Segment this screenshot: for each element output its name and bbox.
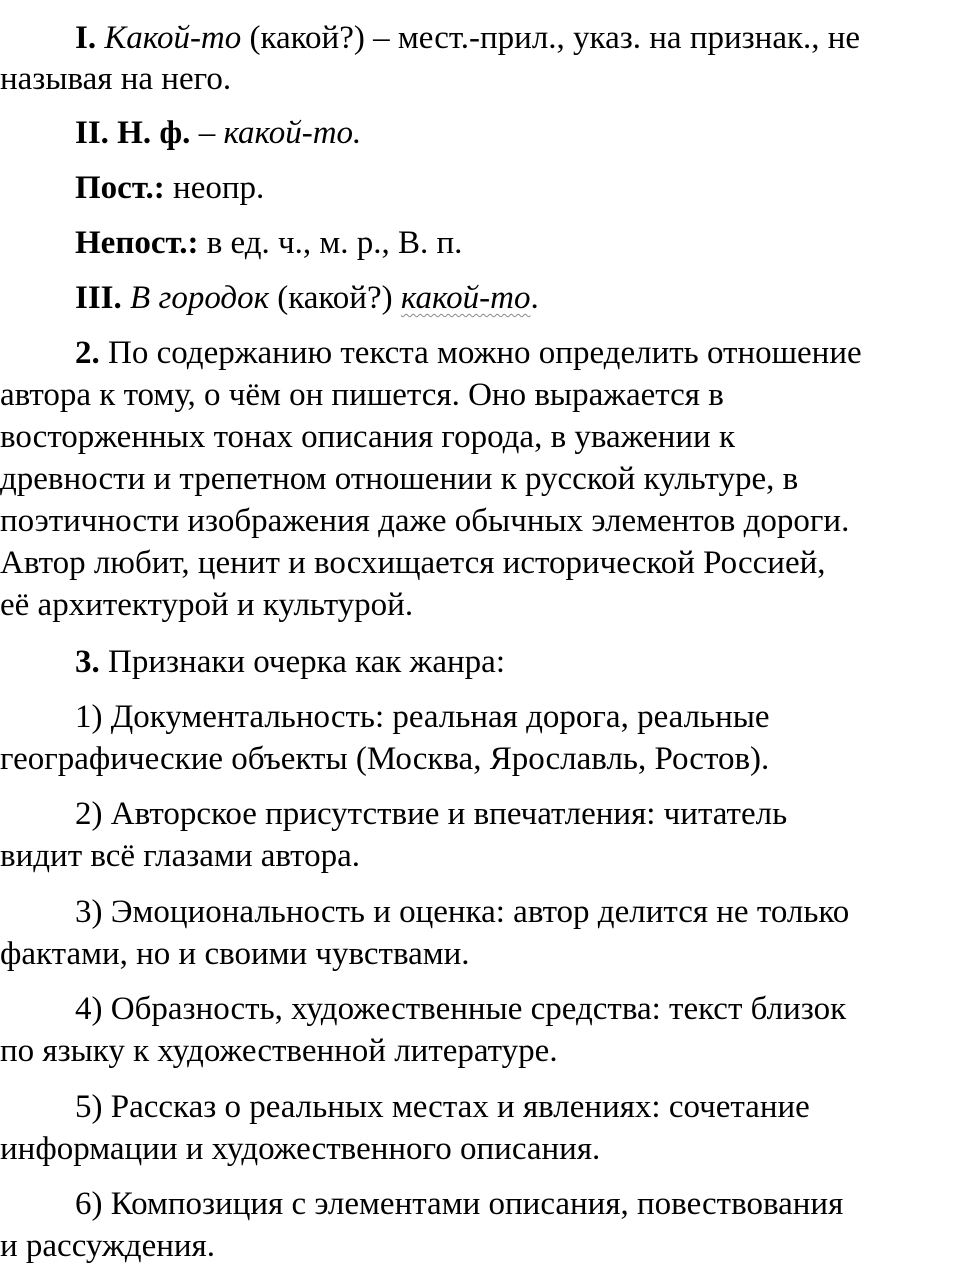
task3-item-2-cont: видит всё глазами автора. xyxy=(0,838,361,874)
underlined-word: какой-то xyxy=(400,280,531,316)
task2-line-6: Автор любит, ценит и восхищается исторической Россией, xyxy=(0,545,826,581)
question-text: (какой?) xyxy=(269,280,401,316)
example-phrase: В городок xyxy=(130,280,270,316)
task2-number: 2. xyxy=(75,335,100,371)
task3-item-1: 1) Документальность: реальная дорога, реальные xyxy=(75,699,770,735)
task2-text: По содержанию текста можно определить отношение xyxy=(99,335,862,371)
parsing-item-3 xyxy=(0,168,960,208)
task3-item-2: 2) Авторское присутствие и впечатления: читатель xyxy=(75,796,788,832)
task3-item-3-cont: фактами, но и своими чувствами. xyxy=(0,936,470,972)
task3-item-5-cont: информации и художественного описания. xyxy=(0,1131,601,1167)
task3-item-1-cont: географические объекты (Москва, Ярославль, Ростов). xyxy=(0,741,770,777)
parsing-item-1-continuation xyxy=(0,59,960,99)
task2-line-2: автора к тому, о чём он пишется. Оно выражается в xyxy=(0,377,724,413)
task3-intro xyxy=(0,642,960,682)
task2-line-3: восторженных тонах описания города, в уважении к xyxy=(0,419,735,455)
initial-form-label: II. Н. ф. xyxy=(75,115,191,151)
constant-features-value: неопр. xyxy=(164,170,265,206)
task2-line-1 xyxy=(0,333,960,373)
constant-features-label: Пост.: xyxy=(75,170,165,206)
task2-line-5: поэтичности изображения даже обычных элементов дороги. xyxy=(0,503,850,539)
parsing-item-4 xyxy=(0,223,960,263)
parsing-description: (какой?) – мест.-прил., указ. на признак., не xyxy=(241,20,861,56)
task3-item-4: 4) Образность, художественные средства: текст близок xyxy=(75,991,847,1027)
parsing-item-1 xyxy=(0,18,960,58)
variable-features-value: в ед. ч., м. р., В. п. xyxy=(198,225,463,261)
parsing-description-cont: называя на него. xyxy=(0,61,232,97)
task3-item-3: 3) Эмоциональность и оценка: автор делится не только xyxy=(75,894,850,930)
task2-line-7: её архитектурой и культурой. xyxy=(0,587,414,623)
task3-item-5: 5) Рассказ о реальных местах и явлениях: сочетание xyxy=(75,1089,810,1125)
period: . xyxy=(530,280,539,316)
task3-intro-text: Признаки очерка как жанра: xyxy=(99,644,505,680)
initial-form-value: какой-то. xyxy=(223,115,362,151)
parsing-item-2 xyxy=(0,113,960,153)
task2-line-4: древности и трепетном отношении к русской культуре, в xyxy=(0,461,799,497)
task3-number: 3. xyxy=(75,644,100,680)
variable-features-label: Непост.: xyxy=(75,225,199,261)
task3-item-6-cont: и рассуждения. xyxy=(0,1228,215,1264)
roman-numeral-1: I. xyxy=(75,20,97,56)
dash: – xyxy=(190,115,224,151)
task3-item-6: 6) Композиция с элементами описания, повествования xyxy=(75,1186,844,1222)
roman-numeral-3: III. xyxy=(75,280,122,316)
task3-item-4-cont: по языку к художественной литературе. xyxy=(0,1033,558,1069)
parsed-word: Какой-то xyxy=(104,20,242,56)
parsing-item-5 xyxy=(0,278,960,318)
